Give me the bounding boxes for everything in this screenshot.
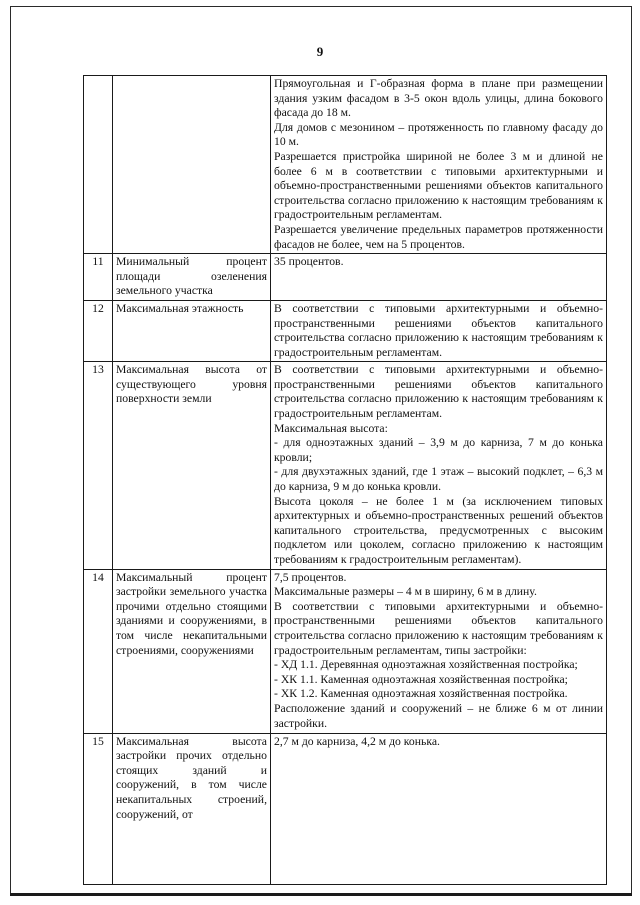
parameter-value: [271, 76, 607, 254]
table-row: [84, 569, 607, 733]
value-paragraph: В соответствии с типовыми архитектурными и объемно-пространственными решениями объектов капитального строительства согласно приложению к настоящим требованиям к градостроительным регламентам.: [274, 363, 603, 421]
value-paragraph: Для домов с мезонином – протяженность по главному фасаду до 10 м.: [274, 120, 603, 149]
parameter-value: [271, 569, 607, 733]
value-paragraph: 35 процентов.: [274, 255, 344, 269]
table-row: [84, 300, 607, 361]
table-row: [84, 733, 607, 884]
parameter-value: [271, 300, 607, 361]
parameter-name: [113, 76, 271, 254]
parameter-value: [271, 254, 607, 301]
value-paragraph: - ХК 1.1. Каменная одноэтажная хозяйственная постройка;: [274, 672, 568, 686]
value-paragraph: - для двухэтажных зданий, где 1 этаж – высокий подклет, – 6,3 м до карниза, 9 м до конька кровли.: [274, 465, 603, 494]
parameter-name: Максимальная высота от существующего уровня поверхности земли: [113, 362, 271, 569]
value-paragraph: 7,5 процентов.: [274, 570, 347, 584]
value-paragraph: Разрешается пристройка шириной не более 3 м и длиной не более 6 м в соответствии с типовыми архитектурными и объемно-пространственными решениями объектов капитального строительства согласно приложению к настоящим требованиям к градостроительным регламентам.: [274, 149, 603, 222]
value-paragraph: 2,7 м до карниза, 4,2 м до конька.: [274, 734, 440, 748]
value-paragraph: Разрешается увеличение предельных параметров протяженности фасадов не более, чем на 5 процентов.: [274, 222, 603, 251]
value-paragraph: Максимальная высота:: [274, 421, 388, 435]
parameter-name: Максимальная высота застройки прочих отдельно стоящих зданий и сооружений, в том числе некапитальных строений, сооружений, от: [113, 733, 271, 884]
page-number: 9: [316, 44, 324, 59]
parameter-value: [271, 733, 607, 884]
value-paragraph: Прямоугольная и Г-образная форма в плане при размещении здания узким фасадом в 3-5 окон вдоль улицы, длина бокового фасада до 18 м.: [274, 77, 603, 120]
value-paragraph: Высота цоколя – не более 1 м (за исключением типовых архитектурных и объемно-пространственных решений объектов капитального строительства, предусмотренных с высоким подклетом или цоколем, согласно приложению к настоящим требованиям к градостроительным регламентам).: [274, 494, 603, 566]
parameter-name: Максимальный процент застройки земельного участка прочими отдельно стоящими зданиями и сооружениями, в том числе некапитальными строениями, сооружениями: [113, 569, 271, 733]
value-paragraph: В соответствии с типовыми архитектурными и объемно-пространственными решениями объектов капитального строительства согласно приложению к настоящим требованиям к градостроительным регламентам.: [274, 301, 603, 359]
row-number: 11: [84, 254, 113, 301]
row-number: [84, 76, 113, 254]
value-paragraph: Максимальные размеры – 4 м в ширину, 6 м в длину.: [274, 585, 537, 599]
parameter-name: Максимальная этажность: [113, 300, 271, 361]
parameter-value: [271, 362, 607, 569]
value-paragraph: - для одноэтажных зданий – 3,9 м до карниза, 7 м до конька кровли;: [274, 436, 603, 464]
table-row: [84, 76, 607, 254]
table-row: [84, 254, 607, 301]
row-number: 13: [84, 362, 113, 569]
value-paragraph: - ХК 1.2. Каменная одноэтажная хозяйственная постройка.: [274, 687, 568, 701]
requirements-table: [83, 75, 607, 885]
table-row: [84, 362, 607, 569]
row-number: 15: [84, 733, 113, 884]
value-paragraph: В соответствии с типовыми архитектурными и объемно-пространственными решениями объектов капитального строительства согласно приложению к настоящим требованиям к градостроительным регламентам, типы застройки:: [274, 599, 603, 657]
row-number: 12: [84, 300, 113, 361]
value-paragraph: Расположение зданий и сооружений – не ближе 6 м от линии застройки.: [274, 701, 603, 730]
parameter-name: Минимальный процент площади озеленения земельного участка: [113, 254, 271, 301]
row-number: 14: [84, 569, 113, 733]
value-paragraph: - ХД 1.1. Деревянная одноэтажная хозяйственная постройка;: [274, 658, 578, 672]
page-bottom-edge: [10, 893, 632, 896]
